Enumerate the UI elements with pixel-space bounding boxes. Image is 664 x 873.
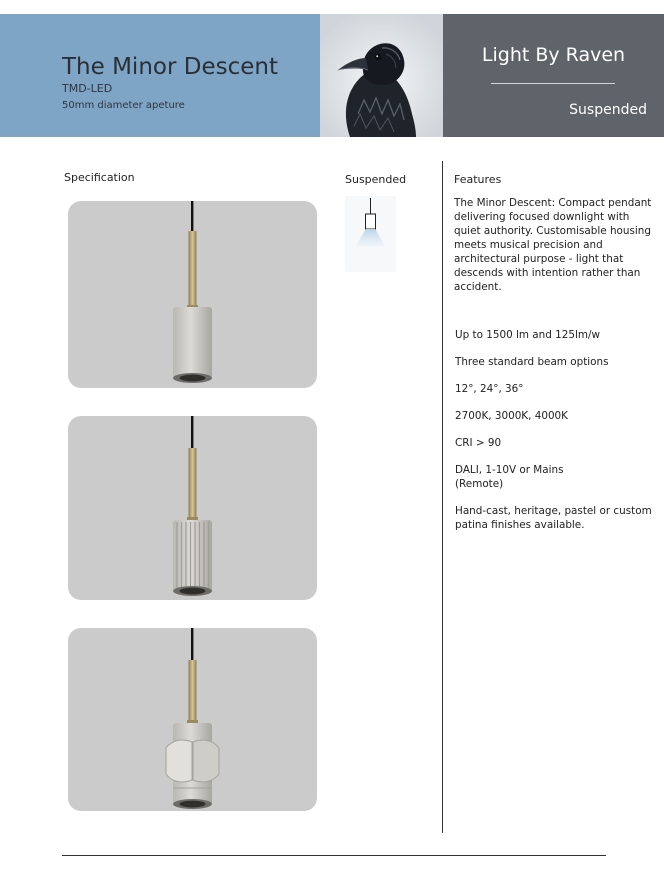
header-brand-panel [443,14,664,137]
fluted-pendant-photo [68,416,317,600]
suspended-heading: Suspended [345,173,407,186]
footer-divider [62,855,606,856]
raven-logo [320,14,443,137]
feature-item: Up to 1500 lm and 125lm/w [455,329,600,341]
header-title-panel [0,14,320,137]
feature-item: Three standard beam options [455,356,609,368]
mounting-type: Suspended [569,102,647,118]
product-title: The Minor Descent [62,54,278,80]
page-header [0,14,664,137]
feature-item: 12°, 24°, 36° [455,383,524,395]
feature-item: DALI, 1-10V or Mains (Remote) [455,464,564,490]
brand-name: Light By Raven [481,44,626,66]
cylindrical-pendant-photo [68,201,317,388]
features-heading: Features [454,173,502,186]
specification-heading: Specification [64,171,135,184]
feature-item: Hand-cast, heritage, pastel or custom patina finishes available. [455,505,652,531]
product-code: TMD-LED [62,82,113,95]
brand-divider [491,83,615,84]
feature-item: CRI > 90 [455,437,502,449]
feature-item: 2700K, 3000K, 4000K [455,410,568,422]
column-divider [442,161,443,833]
banded-pendant-photo [68,628,317,811]
suspended-diagram-icon [345,196,396,272]
features-list [455,328,655,545]
features-description: The Minor Descent: Compact pendant delivering focused downlight with quiet authority. Customisable housing meets musical precision and architectural purpose - light that descends with intention rather than accident. [454,197,652,293]
product-aperture: 50mm diameter apeture [62,100,185,111]
